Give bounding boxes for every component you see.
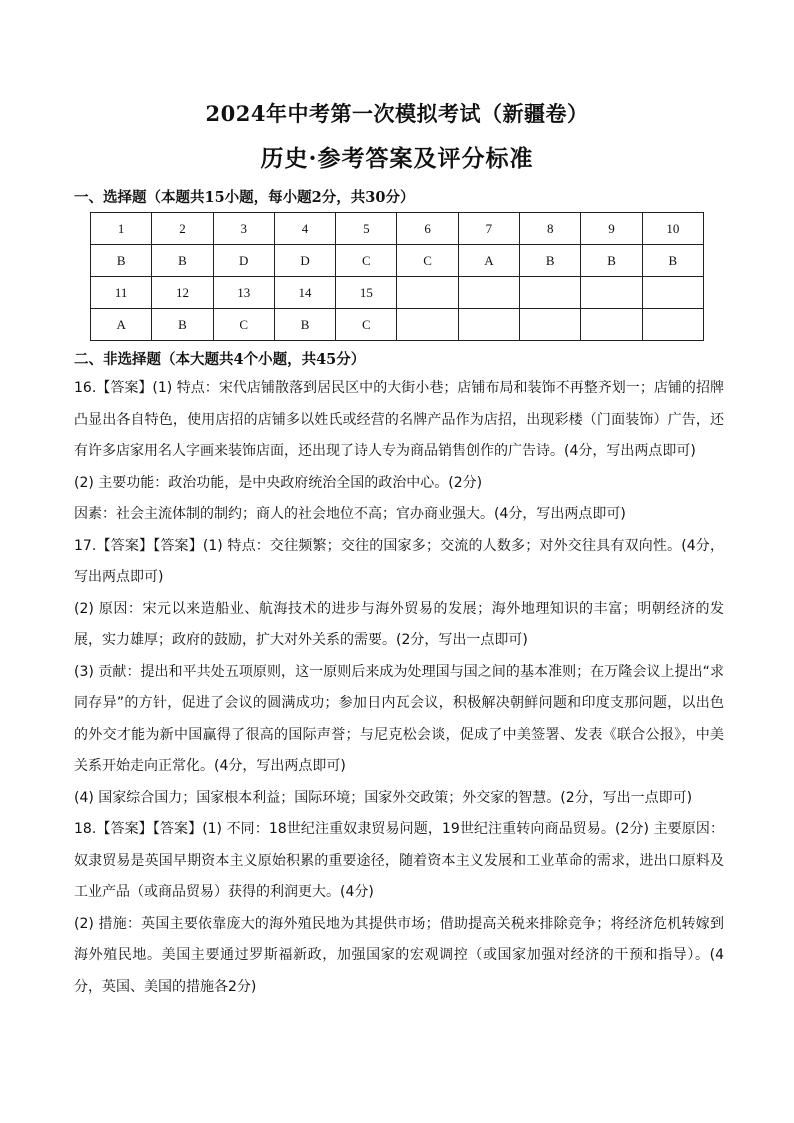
table-cell: C <box>336 309 397 341</box>
table-cell <box>458 309 519 341</box>
section-heading-choice: 一、选择题（本题共15小题，每小题2分，共30分） <box>74 189 415 206</box>
table-cell: D <box>213 245 274 277</box>
table-cell: A <box>458 245 519 277</box>
answer-table <box>90 212 704 341</box>
table-cell <box>581 309 642 341</box>
section-heading-nonchoice: 二、非选择题（本大题共4个小题，共45分） <box>74 351 366 368</box>
answer-paragraph: 18.【答案】【答案】(1) 不同：18世纪注重奴隶贸易问题，19世纪注重转向商品贸易。(2分) 主要原因：奴隶贸易是英国早期资本主义原始积累的重要途径，随着资本主义发展和工业革命的需求，进出口原料及工业产品（或商品贸易）获得的利润更大。(4分) <box>74 821 724 900</box>
table-cell: 2 <box>152 213 213 245</box>
table-cell: B <box>91 245 152 277</box>
table-cell: 14 <box>274 277 335 309</box>
table-row <box>91 245 704 277</box>
table-cell <box>397 309 458 341</box>
page-title: 2024年中考第一次模拟考试（新疆卷） <box>205 101 589 126</box>
table-cell: C <box>397 245 458 277</box>
table-cell <box>397 277 458 309</box>
answer-paragraph: (3) 贡献：提出和平共处五项原则，这一原则后来成为处理国与国之间的基本准则；在万隆会议上提出“求同存异”的方针，促进了会议的圆满成功；参加日内瓦会议，积极解决朝鲜问题和印度支那问题，以出色的外交才能为新中国赢得了很高的国际声誉；与尼克松会谈，促成了中美签署、发表《联合公报》，中美关系开始走向正常化。(4分，写出两点即可) <box>74 663 724 774</box>
table-row <box>91 277 704 309</box>
table-cell: C <box>336 245 397 277</box>
table-cell: 3 <box>213 213 274 245</box>
table-cell: 6 <box>397 213 458 245</box>
table-cell: B <box>581 245 642 277</box>
table-cell <box>581 277 642 309</box>
table-cell: 5 <box>336 213 397 245</box>
answer-paragraph: 17.【答案】【答案】(1) 特点：交往频繁；交往的国家多；交流的人数多；对外交往具有双向性。(4分，写出两点即可) <box>74 537 724 585</box>
table-cell: B <box>152 245 213 277</box>
answer-paragraph: (4) 国家综合国力；国家根本利益；国际环境；国家外交政策；外交家的智慧。(2分，写出一点即可) <box>74 789 693 806</box>
table-row <box>91 309 704 341</box>
answer-paragraph: (2) 主要功能：政治功能，是中央政府统治全国的政治中心。(2分) <box>74 474 483 491</box>
table-cell: B <box>274 309 335 341</box>
table-cell: B <box>642 245 703 277</box>
table-cell: 1 <box>91 213 152 245</box>
table-cell: 13 <box>213 277 274 309</box>
table-cell: 10 <box>642 213 703 245</box>
table-row <box>91 213 704 245</box>
answer-paragraph: (2) 措施：英国主要依靠庞大的海外殖民地为其提供市场；借助提高关税来排除竞争；将经济危机转嫁到海外殖民地。美国主要通过罗斯福新政，加强国家的宏观调控（或国家加强对经济的干预和指导）。(4分，英国、美国的措施各2分) <box>74 915 724 995</box>
table-cell: 15 <box>336 277 397 309</box>
page-subtitle: 历史·参考答案及评分标准 <box>260 145 534 172</box>
table-cell <box>642 277 703 309</box>
table-cell: C <box>213 309 274 341</box>
table-cell: A <box>91 309 152 341</box>
table-cell: 7 <box>458 213 519 245</box>
table-cell <box>520 277 581 309</box>
table-cell: 8 <box>520 213 581 245</box>
table-cell: 4 <box>274 213 335 245</box>
table-cell: B <box>520 245 581 277</box>
table-cell: 9 <box>581 213 642 245</box>
table-cell: 12 <box>152 277 213 309</box>
answer-paragraph: 因素：社会主流体制的制约；商人的社会地位不高；官办商业强大。(4分，写出两点即可) <box>74 506 626 522</box>
table-cell: 11 <box>91 277 152 309</box>
answer-paragraph: 16.【答案】(1) 特点：宋代店铺散落到居民区中的大街小巷；店铺布局和装饰不再整齐划一；店铺的招牌凸显出各自特色，使用店招的店铺多以姓氏或经营的名牌产品作为店招，出现彩楼（门面装饰）广告，还有许多店家用名人字画来装饰店面，还出现了诗人专为商品销售创作的广告诗。(4分，写出两点即可) <box>74 380 724 459</box>
table-cell: D <box>274 245 335 277</box>
answer-body <box>74 373 724 1003</box>
table-cell: B <box>152 309 213 341</box>
answer-paragraph: (2) 原因：宋元以来造船业、航海技术的进步与海外贸易的发展；海外地理知识的丰富；明朝经济的发展，实力雄厚；政府的鼓励，扩大对外关系的需要。(2分，写出一点即可) <box>74 600 724 648</box>
table-cell <box>642 309 703 341</box>
table-cell <box>520 309 581 341</box>
table-cell <box>458 277 519 309</box>
